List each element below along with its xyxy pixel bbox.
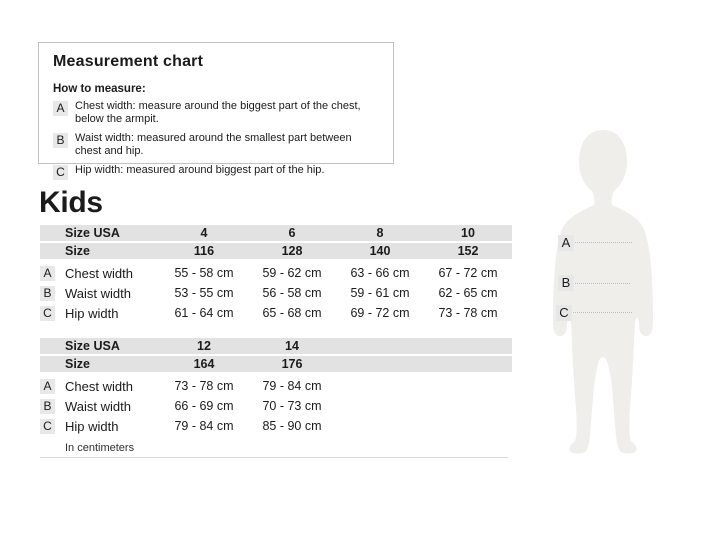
- measurement-value: 66 - 69 cm: [174, 399, 234, 413]
- waist-width-row: [40, 283, 512, 303]
- row-label: Waist width: [65, 285, 131, 301]
- kids-size-tables: [40, 225, 512, 458]
- hip-guide-line: [573, 312, 632, 313]
- size-row: [40, 356, 512, 372]
- measurement-value: 73 - 78 cm: [438, 306, 498, 320]
- row-label: Size: [65, 244, 91, 258]
- size-usa-value: 14: [285, 339, 299, 353]
- row-label: Waist width: [65, 398, 131, 414]
- row-marker-c: C: [40, 419, 55, 434]
- measurement-value: 61 - 64 cm: [174, 306, 234, 320]
- measurement-value: 69 - 72 cm: [350, 306, 410, 320]
- size-usa-value: 8: [376, 226, 384, 240]
- row-label: Chest width: [65, 378, 133, 394]
- measurement-value: 73 - 78 cm: [174, 379, 234, 393]
- measure-item-hip-text: Hip width: measured around biggest part of the hip.: [75, 164, 325, 176]
- kids-size-table-2: [40, 338, 512, 436]
- measurement-value: 79 - 84 cm: [174, 419, 234, 433]
- measurement-value: 67 - 72 cm: [438, 266, 498, 280]
- waist-guide-line: [575, 283, 630, 284]
- size-usa-value: 12: [197, 339, 211, 353]
- marker-a-chip: A: [53, 101, 68, 116]
- row-label: Size: [65, 357, 91, 371]
- hip-width-row: [40, 303, 512, 323]
- marker-cell: [40, 399, 65, 414]
- marker-c-chip: C: [53, 165, 68, 180]
- row-label: Hip width: [65, 305, 119, 321]
- measurement-value: 63 - 66 cm: [350, 266, 410, 280]
- measure-item-waist-text: Waist width: measured around the smallest part between chest and hip.: [75, 132, 352, 157]
- marker-cell: [40, 286, 65, 301]
- row-label: Chest width: [65, 265, 133, 281]
- measure-item-chest-text: [75, 100, 361, 126]
- row-marker-a: A: [40, 266, 55, 281]
- size-usa-value: 4: [200, 226, 208, 240]
- kids-size-table-1: [40, 225, 512, 323]
- size-usa-value: 6: [288, 226, 296, 240]
- size-value: 128: [281, 244, 303, 258]
- measurement-value: 55 - 58 cm: [174, 266, 234, 280]
- marker-cell: [40, 306, 65, 321]
- measurement-value: 70 - 73 cm: [262, 399, 322, 413]
- marker-cell: [40, 379, 65, 394]
- measurement-value: 65 - 68 cm: [262, 306, 322, 320]
- size-value: 164: [193, 357, 215, 371]
- figure-marker-c: C: [556, 305, 572, 321]
- child-silhouette-shape: [553, 130, 653, 453]
- row-label: Hip width: [65, 418, 119, 434]
- table-body: [40, 263, 512, 323]
- table-body: [40, 376, 512, 436]
- measurement-info-box: [38, 42, 394, 179]
- size-value: 176: [281, 357, 303, 371]
- measurement-value: 56 - 58 cm: [262, 286, 322, 300]
- chest-width-row: [40, 376, 512, 396]
- row-label: Size USA: [65, 226, 120, 240]
- measurement-value: 53 - 55 cm: [174, 286, 234, 300]
- size-value: 116: [193, 244, 215, 258]
- measurement-value: 62 - 65 cm: [438, 286, 498, 300]
- row-marker-b: B: [40, 286, 55, 301]
- measure-item-waist: [53, 132, 379, 158]
- measurement-value: 59 - 61 cm: [350, 286, 410, 300]
- marker-cell: [40, 419, 65, 434]
- marker-b-chip: B: [53, 133, 68, 148]
- child-silhouette: [551, 128, 655, 454]
- measure-item-hip: [53, 164, 379, 180]
- measurement-chart-title: Measurement chart: [53, 53, 204, 70]
- measurement-value: 79 - 84 cm: [262, 379, 322, 393]
- size-usa-value: 10: [461, 226, 475, 240]
- waist-width-row: [40, 396, 512, 416]
- measure-item-chest: [53, 100, 379, 126]
- row-marker-c: C: [40, 306, 55, 321]
- measurement-value: 85 - 90 cm: [262, 419, 322, 433]
- size-value: 152: [457, 244, 479, 258]
- measurement-value: 59 - 62 cm: [262, 266, 322, 280]
- units-note: In centimeters: [65, 442, 135, 454]
- size-value: 140: [369, 244, 391, 258]
- row-marker-a: A: [40, 379, 55, 394]
- size-row: [40, 243, 512, 259]
- measure-item-chest-line2: below the armpit.: [75, 113, 159, 125]
- measure-item-chest-line1: Chest width: measure around the biggest part of the chest,: [75, 100, 361, 112]
- bottom-divider: [40, 457, 508, 458]
- marker-cell: [40, 266, 65, 281]
- kids-heading: Kids: [39, 186, 103, 219]
- hip-width-row: [40, 416, 512, 436]
- row-label: Size USA: [65, 339, 120, 353]
- size-usa-row: [40, 338, 512, 354]
- chest-width-row: [40, 263, 512, 283]
- size-usa-row: [40, 225, 512, 241]
- row-marker-b: B: [40, 399, 55, 414]
- how-to-measure-label: How to measure:: [53, 83, 146, 95]
- chest-guide-line: [575, 242, 632, 243]
- figure-marker-b: B: [558, 275, 574, 291]
- figure-marker-a: A: [558, 235, 574, 251]
